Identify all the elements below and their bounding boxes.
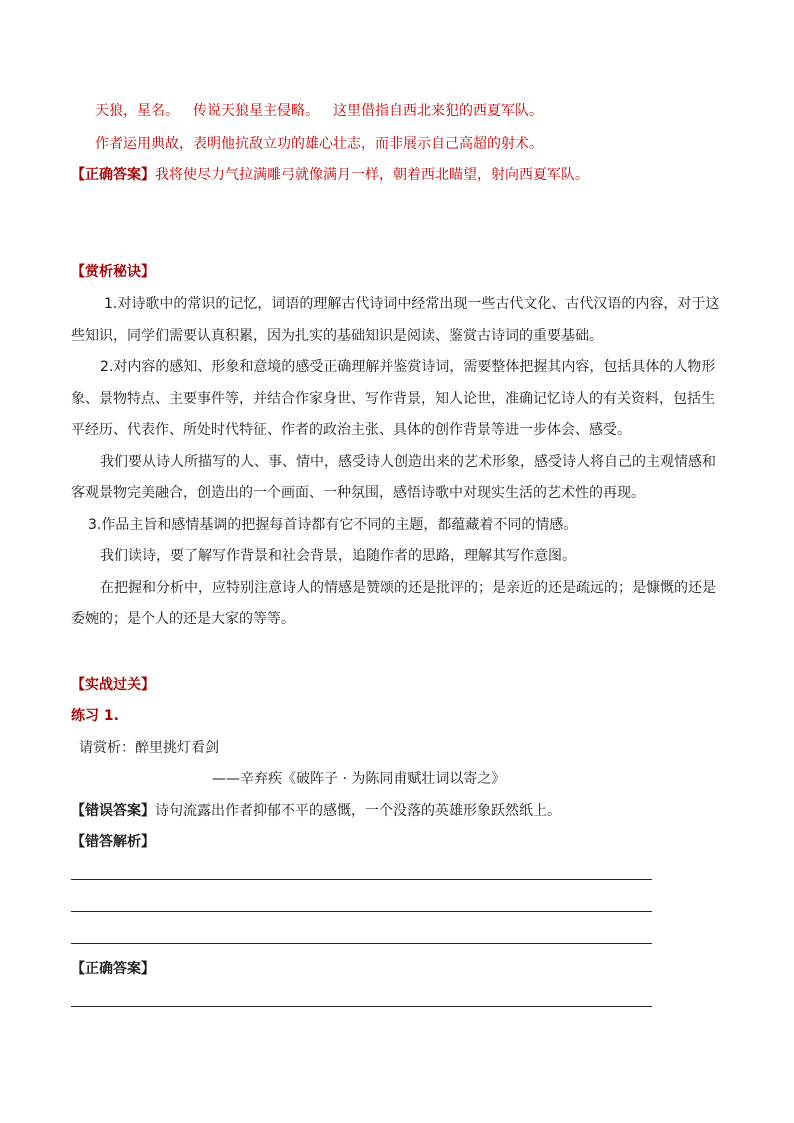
exercise-question: 请赏析：醉里挑灯看剑 <box>79 740 219 756</box>
correct-answer-tag-2: 【正确答案】 <box>71 961 155 977</box>
star-explanation-line <box>95 101 543 121</box>
allusion-explanation: 作者运用典故，表明他抗敌立功的雄心壮志，而非展示自己高超的射术。 <box>95 136 543 152</box>
tips-p1-line2: 些知识，同学们需要认真积累，因为扎实的基础知识是阅读、鉴赏古诗词的重要基础。 <box>71 328 603 344</box>
answer-blank-line-3[interactable] <box>71 943 652 944</box>
tips-p4: 3.作品主旨和感情基调的把握每首诗都有它不同的主题，都蕴藏着不同的情感。 <box>88 517 578 533</box>
tips-p5: 我们读诗，要了解写作背景和社会背景，追随作者的思路，理解其写作意图。 <box>100 548 576 564</box>
tips-p3-line1: 我们要从诗人所描写的人、事、情中，感受诗人创造出来的艺术形象，感受诗人将自己的主观情感和 <box>100 454 716 470</box>
correct-answer-line <box>71 165 589 185</box>
note-star-name: 天狼，星名。 <box>95 103 179 119</box>
note-xixia: 这里借指自西北来犯的西夏军队。 <box>333 103 543 119</box>
answer-blank-line-4[interactable] <box>71 1006 652 1007</box>
tips-heading: 【赏析秘诀】 <box>71 264 155 280</box>
note-invasion: 传说天狼星主侵略。 <box>193 103 319 119</box>
correct-answer-tag: 【正确答案】 <box>71 167 155 183</box>
tips-p6-line2: 委婉的；是个人的还是大家的等等。 <box>71 611 295 627</box>
poem-source: ——辛弃疾《破阵子 · 为陈同甫赋壮词以寄之》 <box>212 771 506 787</box>
tips-p2-line1: 2.对内容的感知、形象和意境的感受正确理解并鉴赏诗词，需要整体把握其内容，包括具体的人物形 <box>100 359 716 375</box>
tips-p6-line1: 在把握和分析中，应特别注意诗人的情感是赞颂的还是批评的；是亲近的还是疏远的；是慷慨的还是 <box>100 580 716 596</box>
wrong-answer-text: 诗句流露出作者抑郁不平的感慨，一个没落的英雄形象跃然纸上。 <box>155 803 561 819</box>
wrong-answer-line <box>71 801 561 821</box>
wrong-analysis-tag: 【错答解析】 <box>71 834 155 850</box>
exercise-label: 练习 1. <box>71 708 119 724</box>
wrong-answer-tag: 【错误答案】 <box>71 803 155 819</box>
tips-p2-line2: 象、景物特点、主要事件等，并结合作家身世、写作背景，知人论世，准确记忆诗人的有关资料，包括生 <box>71 391 715 407</box>
tips-p2-line3: 平经历、代表作、所处时代特征、作者的政治主张、具体的创作背景等进一步体会、感受。 <box>71 422 631 438</box>
tips-p1-line1: 1.对诗歌中的常识的记忆，词语的理解古代诗词中经常出现一些古代文化、古代汉语的内容，对于这 <box>104 296 720 312</box>
answer-blank-line-2[interactable] <box>71 911 652 912</box>
practice-heading: 【实战过关】 <box>71 677 155 693</box>
correct-answer-text: 我将使尽力气拉满雕弓就像满月一样，朝着西北瞄望，射向西夏军队。 <box>155 167 589 183</box>
answer-blank-line-1[interactable] <box>71 879 652 880</box>
tips-p3-line2: 客观景物完美融合，创造出的一个画面、一种氛围，感悟诗歌中对现实生活的艺术性的再现。 <box>71 485 645 501</box>
